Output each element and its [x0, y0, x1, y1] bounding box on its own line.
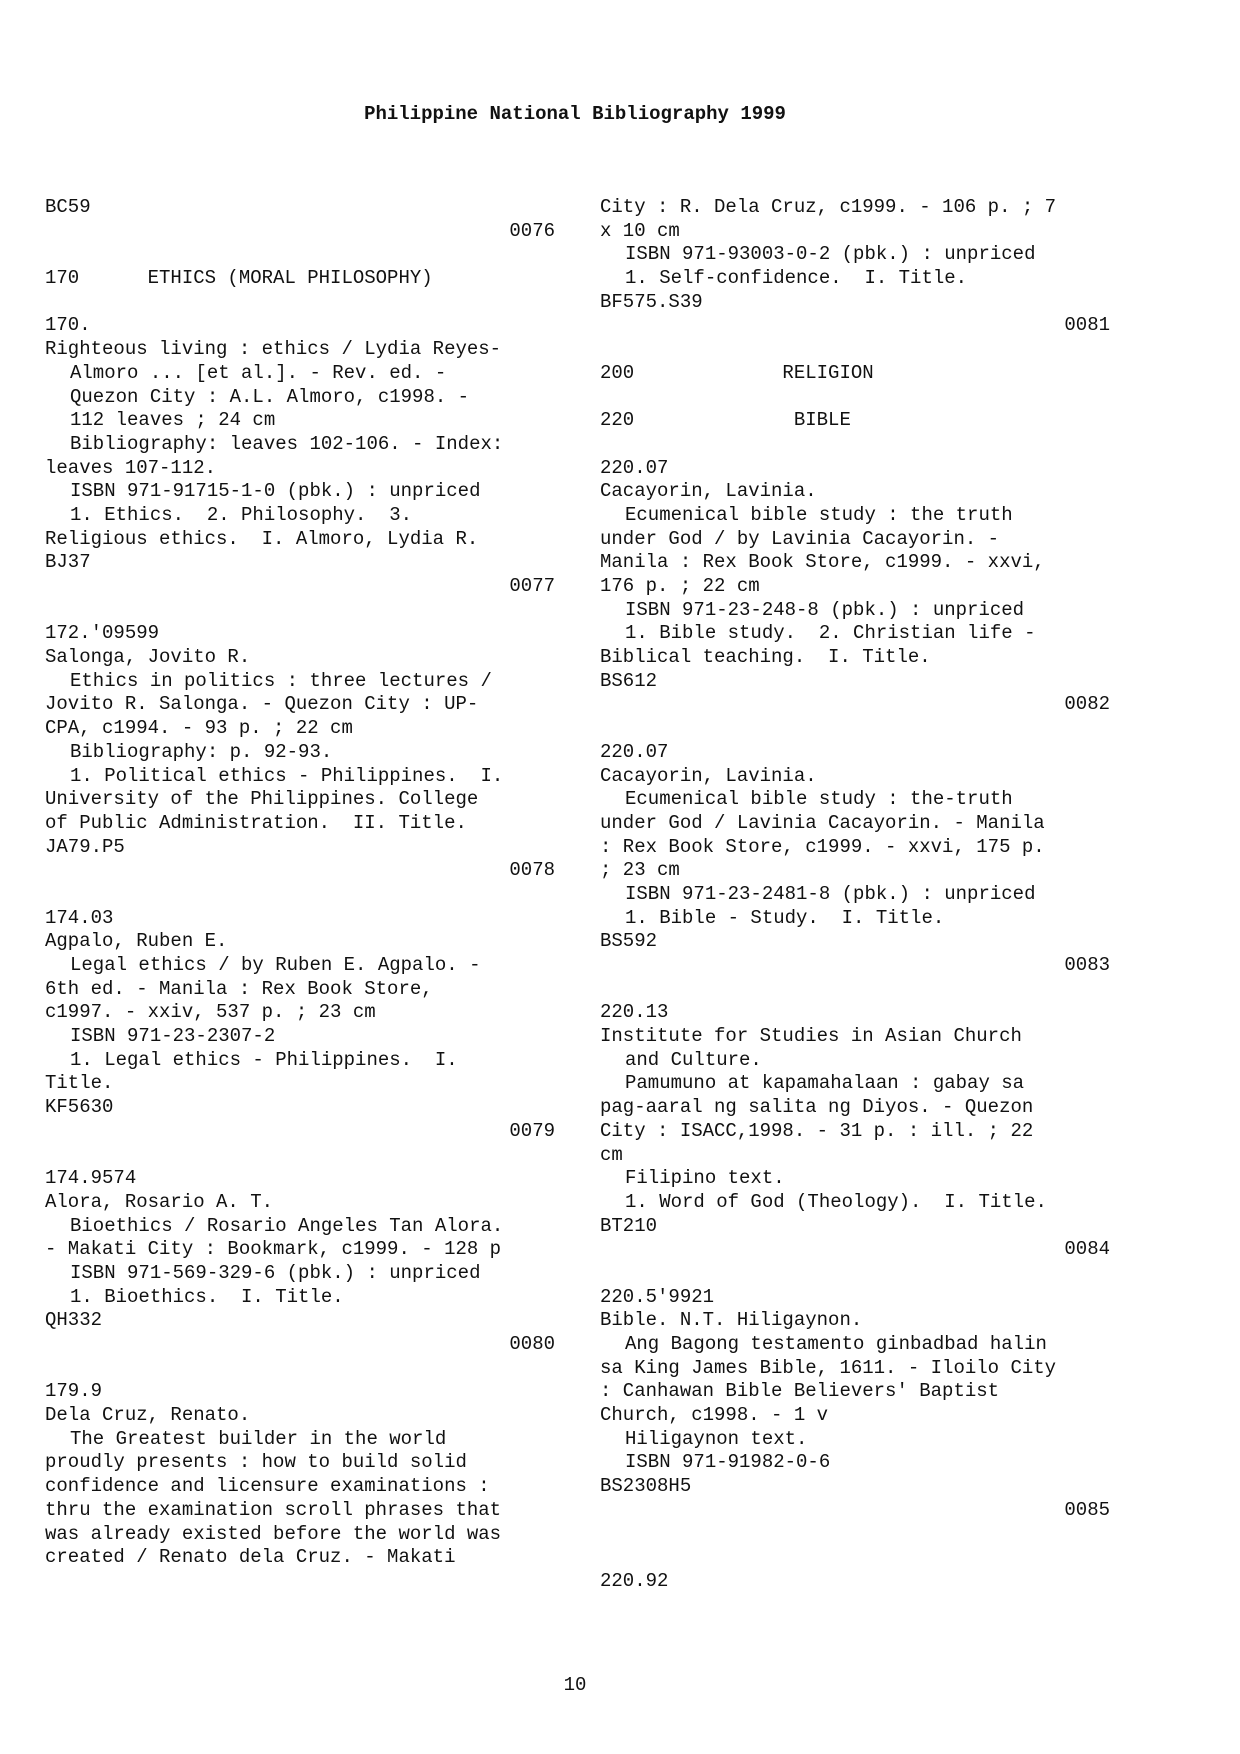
- text-line: Ecumenical bible study : the-truth: [625, 788, 1013, 811]
- text-line: BC59: [45, 196, 91, 218]
- record-number: 0079: [509, 1119, 555, 1142]
- text-line: City : ISACC,1998. - 31 p. : ill. ; 22: [600, 1119, 1034, 1142]
- text-line: 170.: [45, 314, 91, 337]
- text-line: Cacayorin, Lavinia.: [600, 764, 817, 787]
- text-line: created / Renato dela Cruz. - Makati: [45, 1546, 456, 1569]
- text-line: 179.9: [45, 1380, 103, 1403]
- text-line: ISBN 971-23-2481-8 (pbk.) : unpriced: [625, 882, 1036, 905]
- text-line: Filipino text.: [625, 1167, 785, 1190]
- text-line: confidence and licensure examinations :: [45, 1475, 490, 1498]
- left-column: [45, 196, 555, 1570]
- blank-line: [45, 1357, 555, 1381]
- text-line: 1. Bible study. 2. Christian life -: [625, 622, 1036, 645]
- text-line: Religious ethics. I. Almoro, Lydia R.: [45, 527, 479, 550]
- text-line: Almoro ... [et al.]. - Rev. ed. -: [70, 361, 447, 384]
- text-line: University of the Philippines. College: [45, 788, 479, 811]
- blank-line: [45, 599, 555, 623]
- text-line: : Rex Book Store, c1999. - xxvi, 175 p.: [600, 835, 1045, 858]
- text-line: 1. Word of God (Theology). I. Title.: [625, 1190, 1047, 1213]
- text-line: Quezon City : A.L. Almoro, c1998. -: [70, 385, 470, 408]
- text-line: Pamumuno at kapamahalaan : gabay sa: [625, 1072, 1025, 1095]
- text-line: Legal ethics / by Ruben E. Agpalo. -: [70, 954, 481, 976]
- right-column: [600, 196, 1110, 1594]
- text-line: The Greatest builder in the world: [70, 1427, 447, 1450]
- text-line: Salonga, Jovito R.: [45, 646, 251, 669]
- text-line: ISBN 971-23-2307-2: [70, 1025, 276, 1048]
- blank-line: [600, 1523, 1110, 1547]
- text-line: c1997. - xxiv, 537 p. ; 23 cm: [45, 1001, 376, 1024]
- blank-line: [600, 433, 1110, 457]
- text-line: 220.5'9921: [600, 1285, 715, 1308]
- text-line: sa King James Bible, 1611. - Iloilo City: [600, 1356, 1057, 1379]
- text-line: Cacayorin, Lavinia.: [600, 480, 817, 503]
- text-line: 220.07: [600, 456, 669, 479]
- page-title: Philippine National Bibliography 1999: [364, 103, 786, 125]
- text-line: Biblical teaching. I. Title.: [600, 646, 931, 669]
- text-line: ISBN 971-93003-0-2 (pbk.) : unpriced: [625, 243, 1036, 266]
- text-line: Ethics in politics : three lectures /: [70, 669, 492, 692]
- text-line: JA79.P5: [45, 835, 125, 858]
- text-line: 174.03: [45, 906, 114, 929]
- record-number: 0085: [1064, 1498, 1110, 1521]
- text-line: BS2308H5: [600, 1475, 692, 1498]
- record-number: 0080: [509, 1333, 555, 1355]
- text-line: 220 BIBLE: [600, 409, 851, 432]
- text-line: leaves 107-112.: [45, 456, 217, 479]
- text-line: x 10 cm: [600, 219, 680, 242]
- text-line: Manila : Rex Book Store, c1999. - xxvi,: [600, 551, 1045, 574]
- text-line: Church, c1998. - 1 v: [600, 1404, 829, 1427]
- text-line: 1. Legal ethics - Philippines. I.: [70, 1048, 458, 1071]
- text-line: 220.13: [600, 1001, 669, 1024]
- text-line: Bibliography: p. 92-93.: [70, 740, 333, 763]
- text-line: 174.9574: [45, 1167, 137, 1190]
- text-line: ; 23 cm: [600, 859, 680, 882]
- text-line: 1. Bible - Study. I. Title.: [625, 906, 945, 929]
- text-line: was already existed before the world was: [45, 1522, 502, 1545]
- text-line: 172.'09599: [45, 622, 160, 645]
- record-number: 0082: [1064, 693, 1110, 716]
- text-line: KF5630: [45, 1096, 114, 1119]
- text-line: under God / by Lavinia Cacayorin. -: [600, 527, 1000, 550]
- text-line: cm: [600, 1143, 623, 1166]
- text-line: City : R. Dela Cruz, c1999. - 106 p. ; 7: [600, 196, 1057, 218]
- text-line: 1. Bioethics. I. Title.: [70, 1285, 344, 1308]
- record-number: 0083: [1064, 954, 1110, 976]
- text-line: 6th ed. - Manila : Rex Book Store,: [45, 977, 433, 1000]
- text-line: of Public Administration. II. Title.: [45, 811, 467, 834]
- text-line: BS612: [600, 669, 658, 692]
- text-line: 220.07: [600, 740, 669, 763]
- text-line: - Makati City : Bookmark, c1999. - 128 p: [45, 1238, 502, 1261]
- text-line: Hiligaynon text.: [625, 1427, 808, 1450]
- blank-line: [600, 717, 1110, 741]
- text-line: 170 ETHICS (MORAL PHILOSOPHY): [45, 267, 433, 290]
- blank-line: [600, 978, 1110, 1002]
- text-line: proudly presents : how to build solid: [45, 1451, 467, 1474]
- text-line: 112 leaves ; 24 cm: [70, 409, 276, 432]
- text-line: under God / Lavinia Cacayorin. - Manila: [600, 811, 1045, 834]
- text-line: BS592: [600, 930, 658, 953]
- text-line: 200 RELIGION: [600, 361, 874, 384]
- text-line: Institute for Studies in Asian Church: [600, 1025, 1022, 1048]
- text-line: Righteous living : ethics / Lydia Reyes-: [45, 338, 502, 361]
- text-line: Alora, Rosario A. T.: [45, 1190, 274, 1213]
- record-number: 0081: [1064, 314, 1110, 337]
- blank-line: [600, 338, 1110, 362]
- blank-line: [600, 1262, 1110, 1286]
- page-number: 10: [563, 1674, 587, 1696]
- text-line: QH332: [45, 1309, 103, 1332]
- text-line: Bioethics / Rosario Angeles Tan Alora.: [70, 1214, 504, 1237]
- text-line: ISBN 971-23-248-8 (pbk.) : unpriced: [625, 598, 1025, 621]
- text-line: ISBN 971-91715-1-0 (pbk.) : unpriced: [70, 480, 481, 503]
- text-line: Ecumenical bible study : the truth: [625, 503, 1013, 526]
- text-line: Bible. N.T. Hiligaynon.: [600, 1309, 863, 1332]
- text-line: BJ37: [45, 551, 91, 574]
- blank-line: [600, 386, 1110, 410]
- blank-line: [45, 243, 555, 267]
- text-line: BT210: [600, 1214, 658, 1237]
- text-line: Agpalo, Ruben E.: [45, 930, 228, 953]
- text-line: ISBN 971-91982-0-6: [625, 1451, 831, 1474]
- record-number: 0077: [509, 575, 555, 597]
- text-line: Title.: [45, 1072, 114, 1095]
- text-line: 1. Political ethics - Philippines. I.: [70, 764, 504, 787]
- text-line: Ang Bagong testamento ginbadbad halin: [625, 1333, 1047, 1355]
- record-number: 0084: [1064, 1238, 1110, 1261]
- text-line: 1. Self-confidence. I. Title.: [625, 267, 968, 290]
- blank-line: [45, 291, 555, 315]
- record-number: 0076: [509, 219, 555, 242]
- text-line: BF575.S39: [600, 290, 703, 313]
- text-line: 220.92: [600, 1569, 669, 1592]
- text-line: Jovito R. Salonga. - Quezon City : UP-: [45, 693, 479, 716]
- text-line: and Culture.: [625, 1048, 762, 1071]
- text-line: 1. Ethics. 2. Philosophy. 3.: [70, 503, 413, 526]
- text-line: pag-aaral ng salita ng Diyos. - Quezon: [600, 1096, 1034, 1119]
- blank-line: [600, 1546, 1110, 1570]
- record-number: 0078: [509, 859, 555, 882]
- blank-line: [45, 1144, 555, 1168]
- blank-line: [45, 883, 555, 907]
- text-line: : Canhawan Bible Believers' Baptist: [600, 1380, 1000, 1403]
- text-line: CPA, c1994. - 93 p. ; 22 cm: [45, 717, 353, 740]
- text-line: Dela Cruz, Renato.: [45, 1404, 251, 1427]
- text-line: thru the examination scroll phrases that: [45, 1498, 502, 1521]
- text-line: 176 p. ; 22 cm: [600, 575, 760, 597]
- text-line: Bibliography: leaves 102-106. - Index:: [70, 432, 504, 455]
- text-line: ISBN 971-569-329-6 (pbk.) : unpriced: [70, 1261, 481, 1284]
